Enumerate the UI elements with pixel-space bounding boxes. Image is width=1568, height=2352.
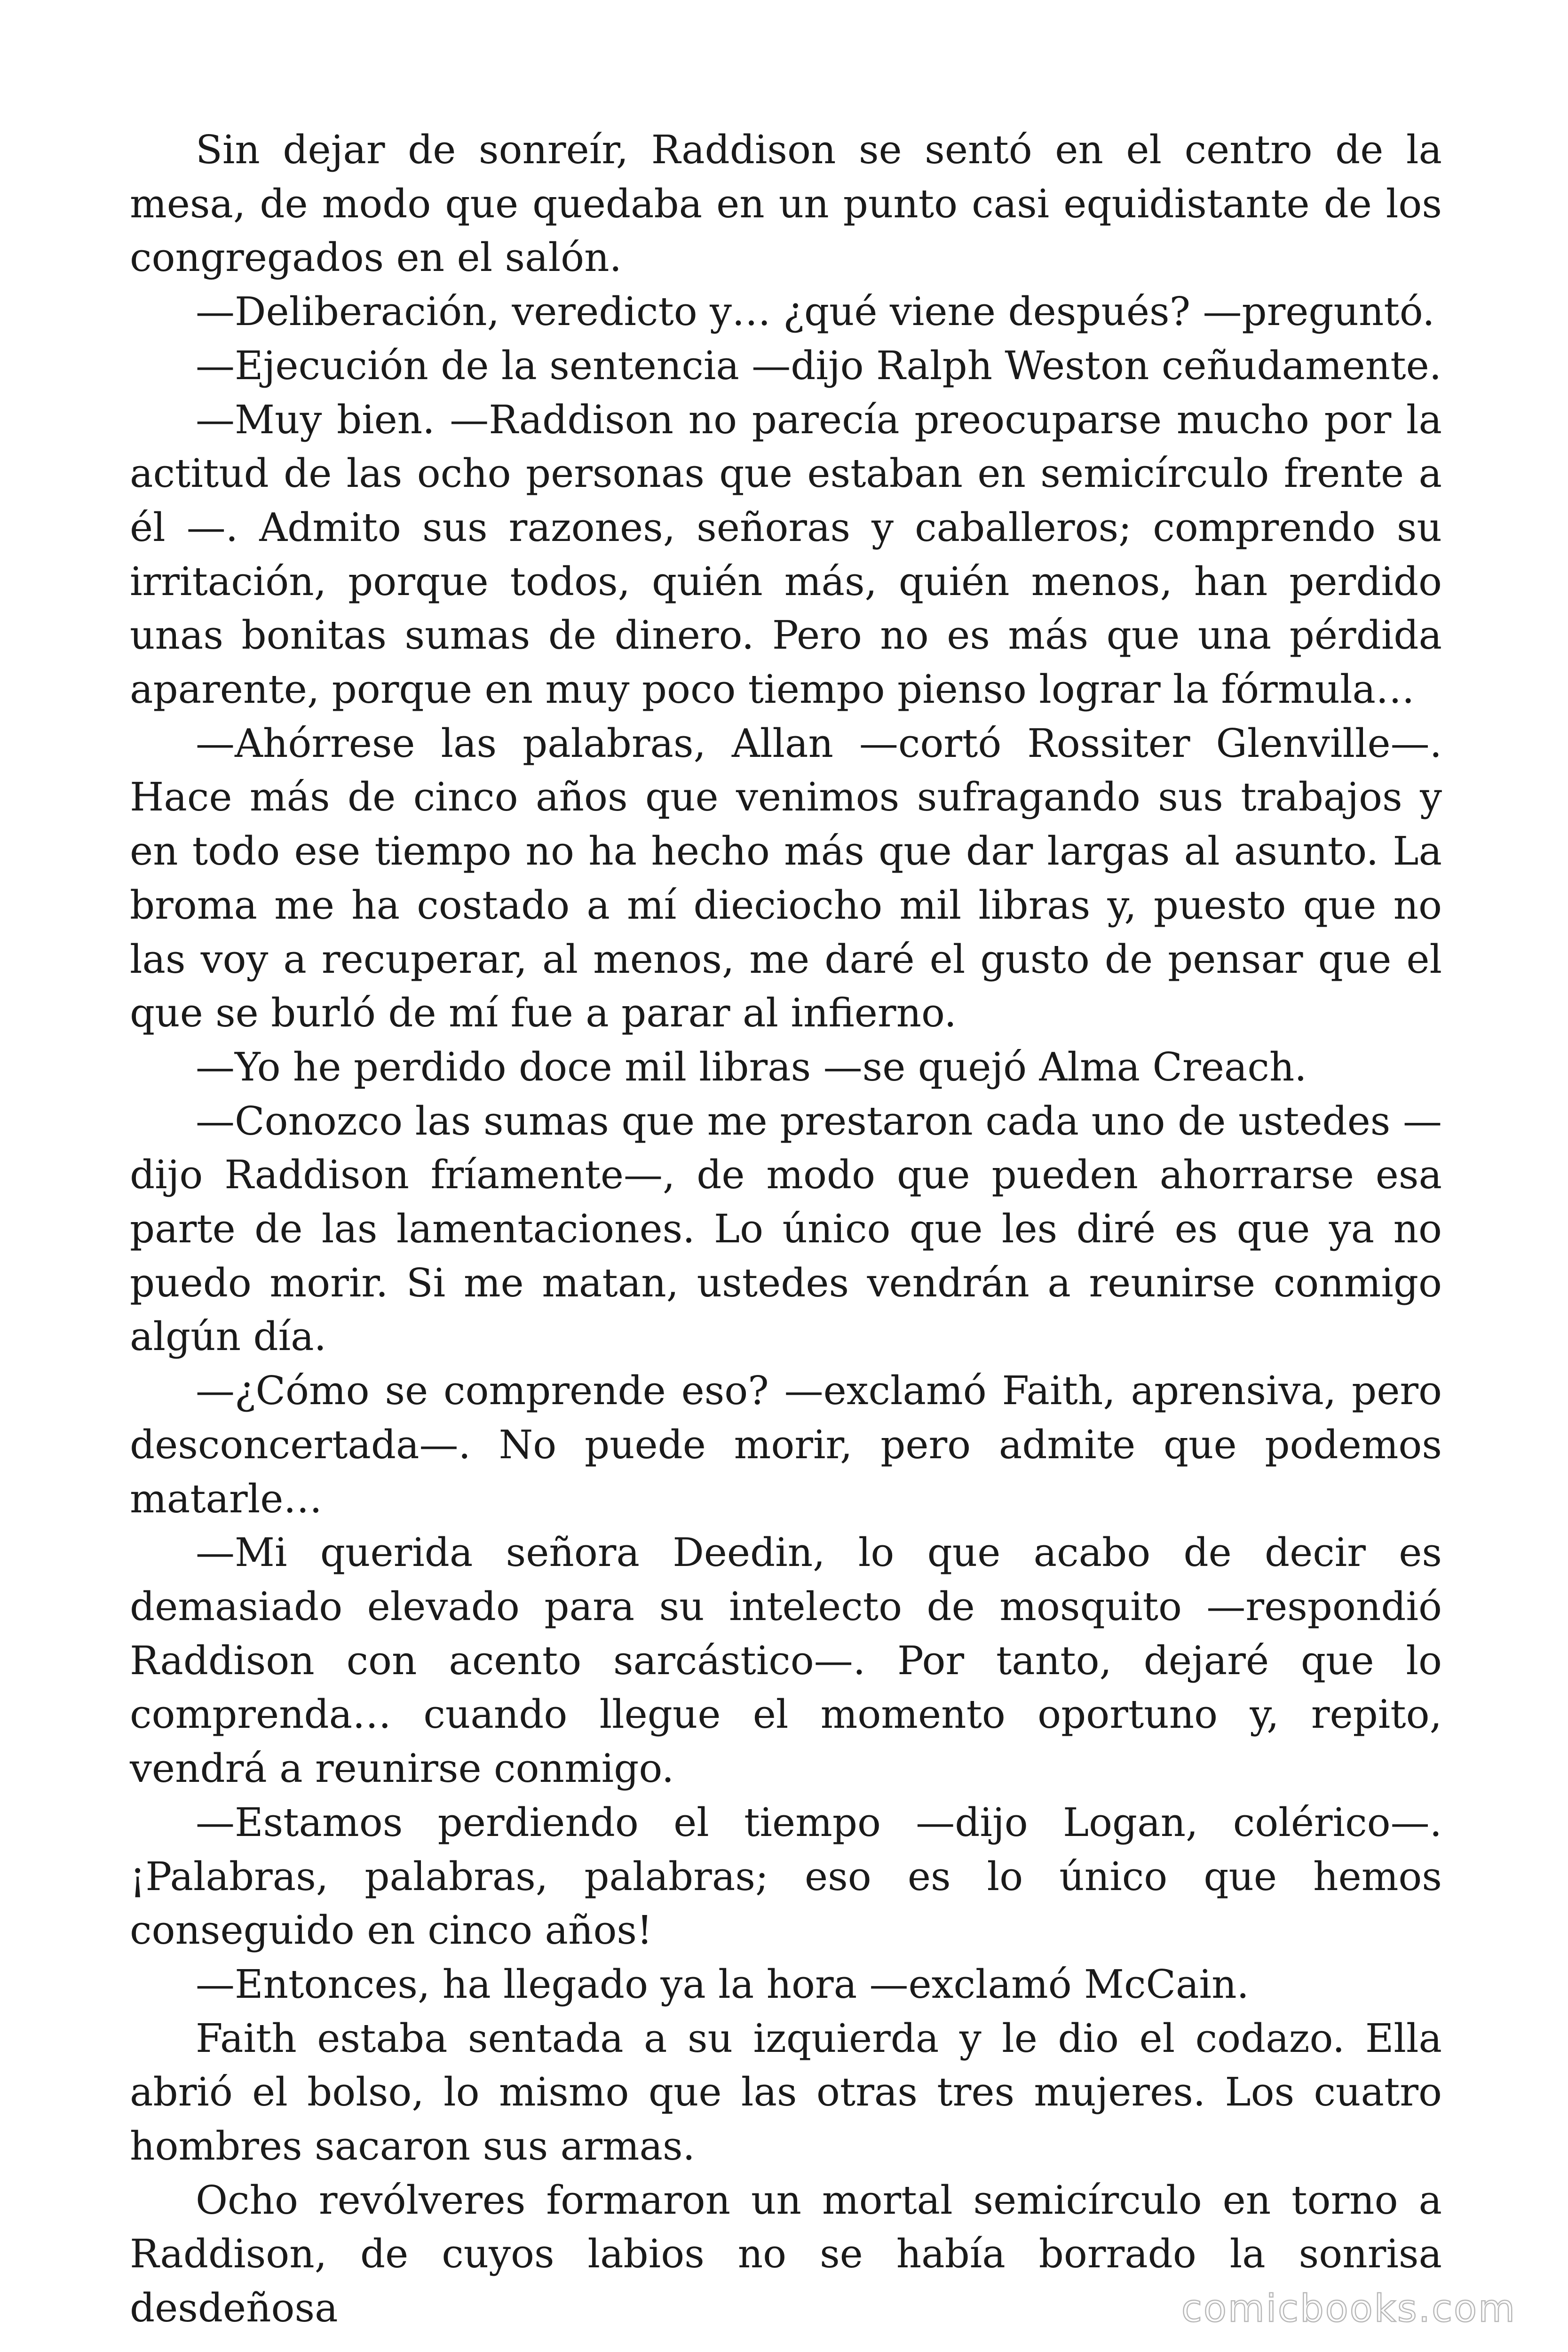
watermark: comicbooks.com — [1181, 2287, 1516, 2330]
paragraph: —Conozco las sumas que me prestaron cada uno de ustedes — dijo Raddison fríamente—, de modo que pueden ahorrarse esa parte de las lamentaciones. Lo único que les diré es que ya no puedo morir. Si me matan, ustedes vendrán a reunirse conmigo algún día. — [130, 1098, 1442, 1360]
paragraph: —Muy bien. —Raddison no parecía preocuparse mucho por la actitud de las ocho personas que estaban en semicírculo frente a él —. Admito sus razones, señoras y caballeros; comprendo su irritación, porque todos, quién más, quién menos, han perdido unas bonitas sumas de dinero. Pero no es más que una pérdida aparente, porque en muy poco tiempo pienso lograr la fórmula… — [130, 397, 1442, 713]
paragraph: Ocho revólveres formaron un mortal semicírculo en torno a Raddison, de cuyos labios no se había borrado la sonrisa desdeñosa — [130, 2177, 1442, 2331]
paragraph: —Ejecución de la sentencia —dijo Ralph Weston ceñudamente. — [196, 342, 1442, 389]
paragraph: —Deliberación, veredicto y… ¿qué viene después? —preguntó. — [196, 289, 1435, 335]
paragraph: Sin dejar de sonreír, Raddison se sentó en el centro de la mesa, de modo que quedaba en un punto casi equidistante de los congregados en el salón. — [130, 127, 1442, 281]
paragraph: —Estamos perdiendo el tiempo —dijo Logan, colérico—. ¡Palabras, palabras, palabras; eso es lo único que hemos conseguido en cinco años! — [130, 1799, 1442, 1954]
paragraph: —Ahórrese las palabras, Allan —cortó Rossiter Glenville—. Hace más de cinco años que venimos sufragando sus trabajos y en todo ese tiempo no ha hecho más que dar largas al asunto. La broma me ha costado a mí dieciocho mil libras y, puesto que no las voy a recuperar, al menos, me daré el gusto de pensar que el que se burló de mí fue a parar al infierno. — [130, 720, 1442, 1036]
paragraph: —Mi querida señora Deedin, lo que acabo de decir es demasiado elevado para su intelecto de mosquito —respondió Raddison con acento sarcástico—. Por tanto, dejaré que lo comprenda… cuando llegue el momento oportuno y, repito, vendrá a reunirse conmigo. — [130, 1530, 1442, 1792]
paragraph: —Yo he perdido doce mil libras —se quejó Alma Creach. — [196, 1044, 1307, 1090]
paragraph: —¿Cómo se comprende eso? —exclamó Faith, aprensiva, pero desconcertada—. No puede morir, pero admite que podemos matarle… — [130, 1368, 1442, 1522]
page-text — [130, 123, 1442, 2336]
paragraph: —Entonces, ha llegado ya la hora —exclamó McCain. — [196, 1961, 1249, 2007]
paragraph: Faith estaba sentada a su izquierda y le dio el codazo. Ella abrió el bolso, lo mismo que las otras tres mujeres. Los cuatro hombres sacaron sus armas. — [130, 2015, 1442, 2169]
